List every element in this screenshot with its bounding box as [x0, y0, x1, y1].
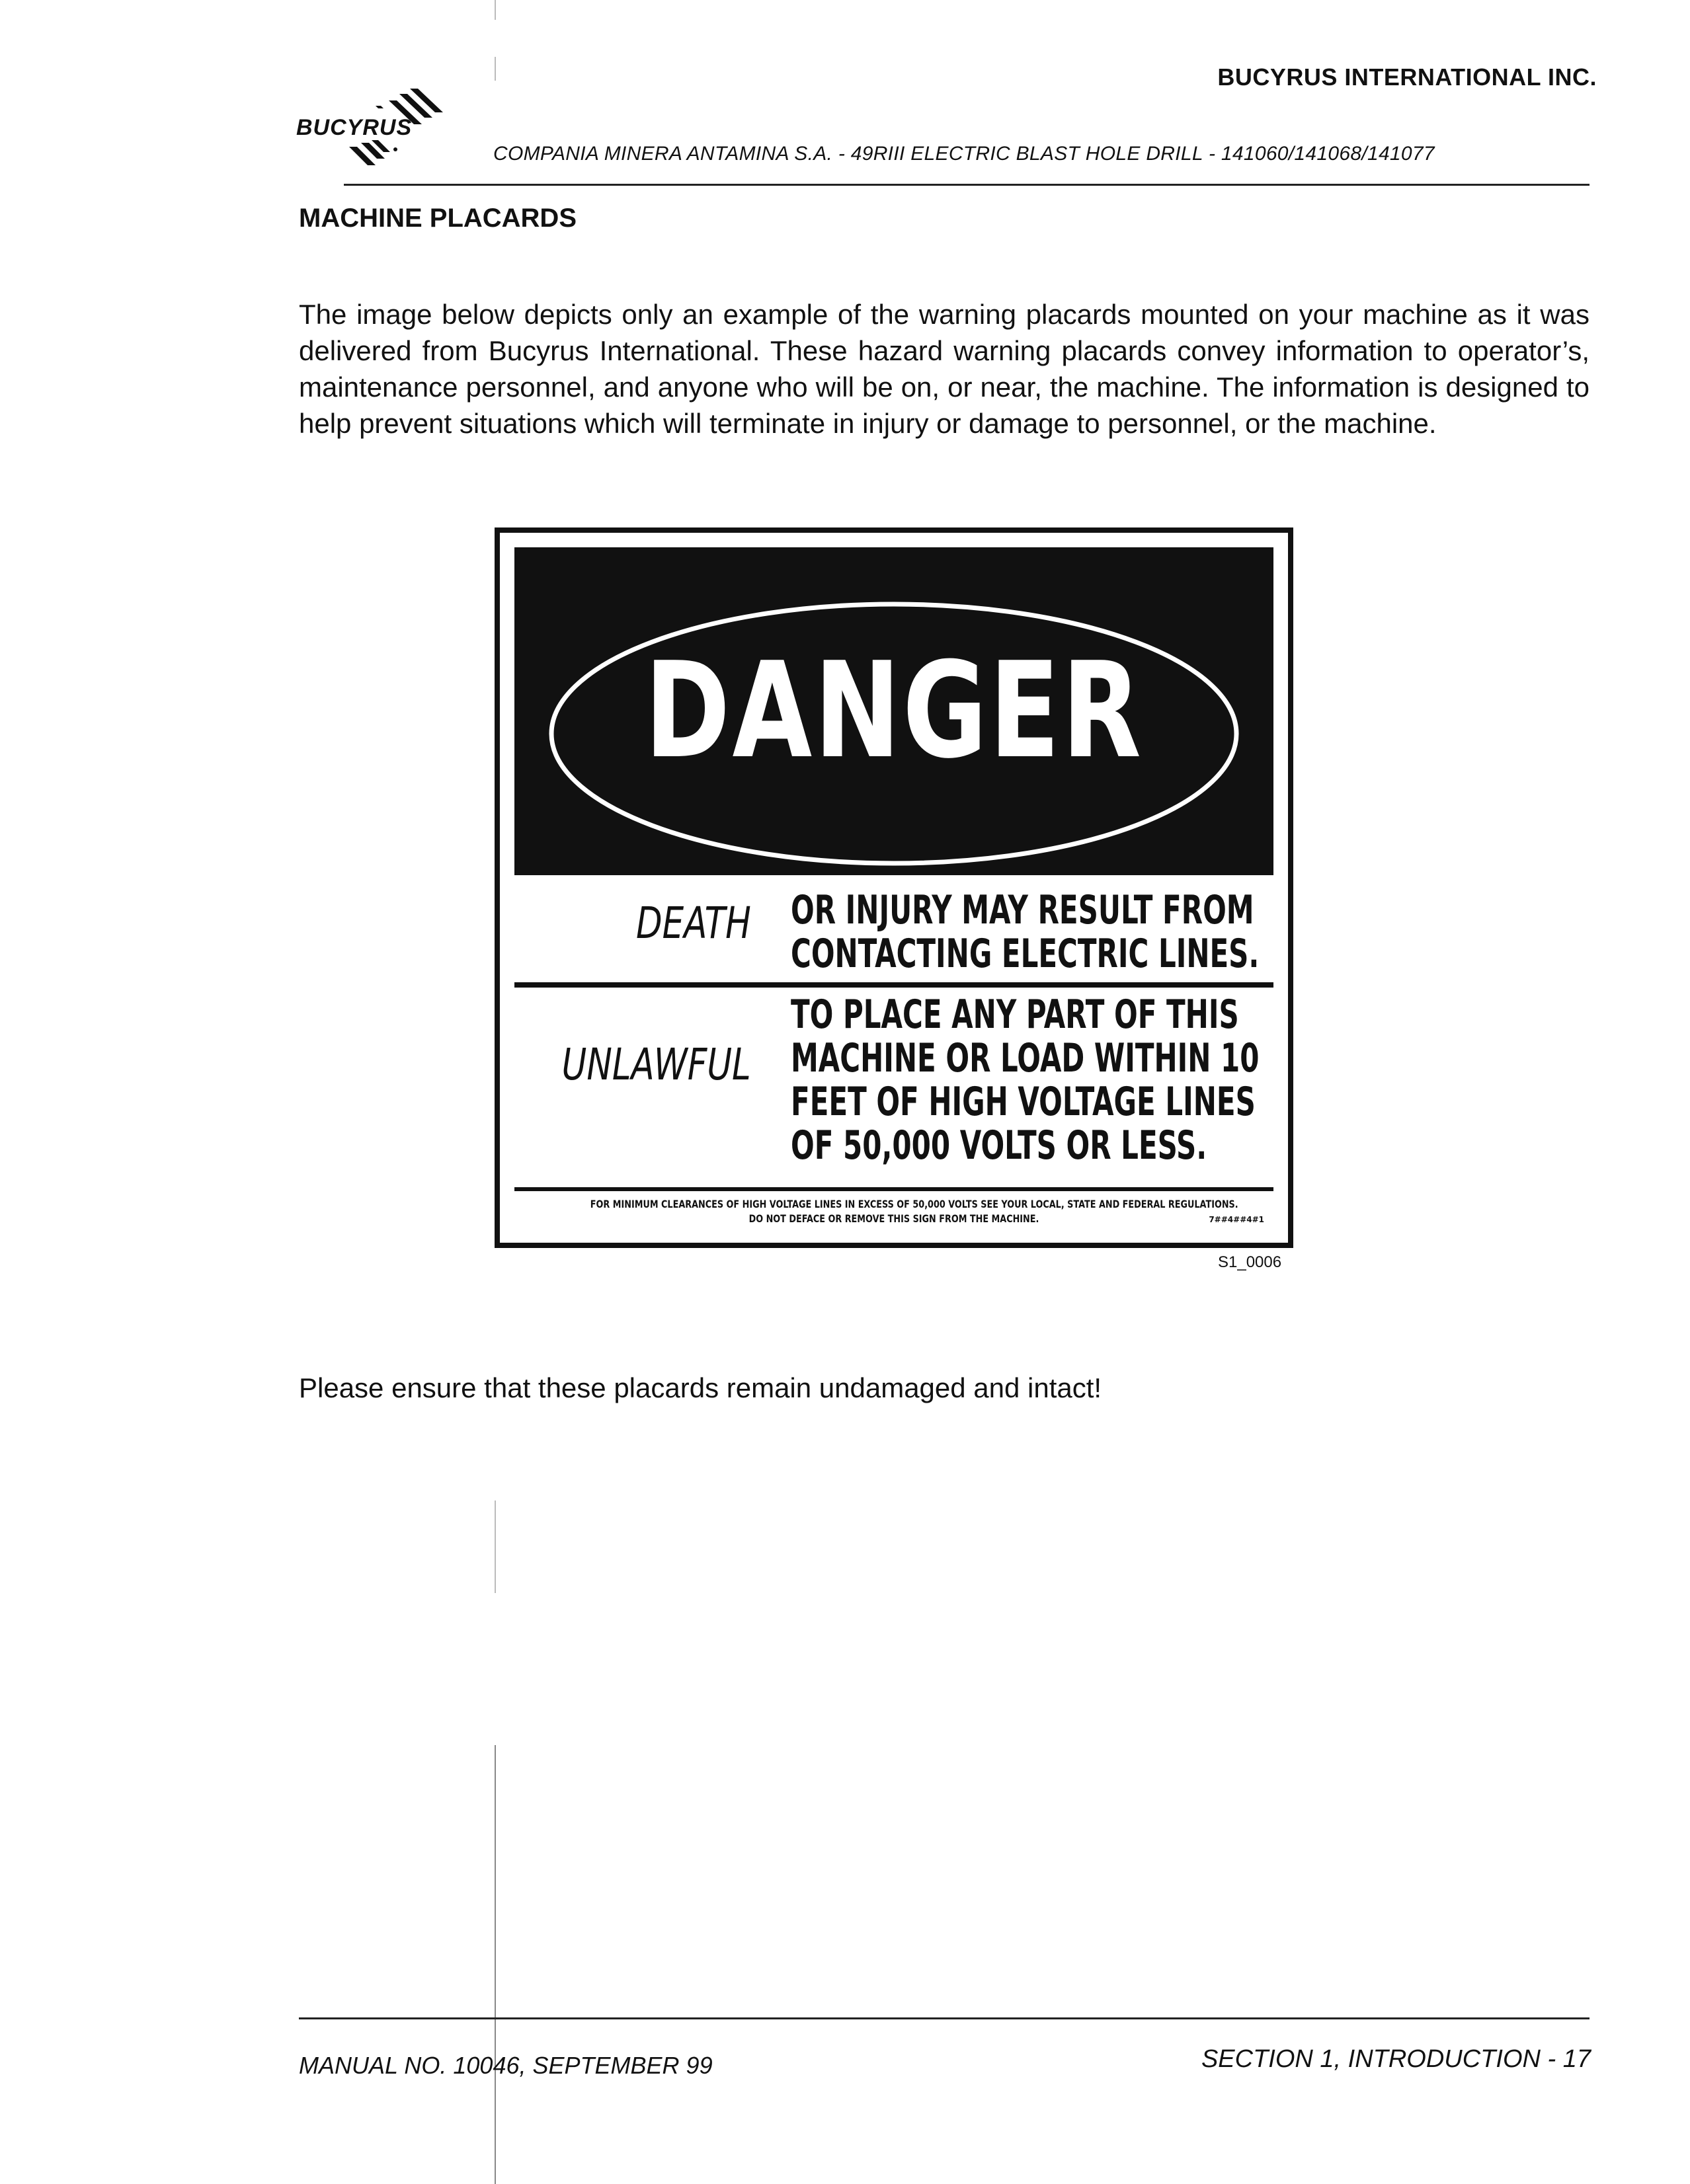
unlawful-text-line: TO PLACE ANY PART OF THIS [791, 992, 1239, 1038]
fine-print-clearances: FOR MINIMUM CLEARANCES OF HIGH VOLTAGE LINES IN EXCESS OF 50,000 VOLTS SEE YOUR LOCAL, STATE AND FEDERAL REGULATIONS. [590, 1198, 1238, 1210]
unlawful-label: UNLAWFUL [561, 1039, 751, 1090]
scan-artifact-line [495, 57, 496, 81]
section-title: MACHINE PLACARDS [299, 204, 577, 233]
danger-header-band [514, 547, 1273, 875]
unlawful-text-line: OF 50,000 VOLTS OR LESS. [791, 1122, 1207, 1169]
unlawful-text [791, 993, 1259, 1167]
document-subheading: COMPANIA MINERA ANTAMINA S.A. - 49RIII ELECTRIC BLAST HOLE DRILL - 141060/141068/141077 [493, 143, 1435, 165]
unlawful-text-line: FEET OF HIGH VOLTAGE LINES [791, 1079, 1256, 1125]
placard-divider [514, 982, 1273, 988]
death-text-line: OR INJURY MAY RESULT FROM [791, 887, 1254, 933]
figure-id: S1_0006 [1218, 1253, 1282, 1271]
manual-number: MANUAL NO. 10046, SEPTEMBER 99 [299, 2052, 713, 2079]
bucyrus-logo [296, 74, 450, 173]
placard-part-number: 7##4##4#1 [1209, 1215, 1264, 1224]
closing-note: Please ensure that these placards remain undamaged and intact! [299, 1372, 1102, 1403]
logo-wordmark: BUCYRUS [296, 115, 413, 140]
unlawful-text-line: MACHINE OR LOAD WITHIN 10 [791, 1035, 1260, 1081]
company-name: BUCYRUS INTERNATIONAL INC. [1217, 63, 1597, 91]
placard-body [514, 547, 1273, 1228]
death-text-line: CONTACTING ELECTRIC LINES. [791, 931, 1260, 977]
placard-divider [514, 1187, 1273, 1191]
section-page-number: SECTION 1, INTRODUCTION - 17 [1201, 2045, 1591, 2073]
death-text [791, 888, 1259, 976]
danger-placard-figure [495, 527, 1293, 1248]
scan-artifact-line [495, 0, 496, 20]
header-rule [344, 184, 1589, 186]
footer-rule [299, 2017, 1589, 2019]
death-label: DEATH [636, 898, 751, 949]
fine-print-do-not-deface: DO NOT DEFACE OR REMOVE THIS SIGN FROM THE MACHINE. [748, 1212, 1039, 1225]
intro-paragraph: The image below depicts only an example of the warning placards mounted on your machine as it was delivered from Bucyrus International. These hazard warning placards convey information to operator’s, maintenance personnel, and anyone who will be on, or near, the machine. The information is designed to help prevent situations which will terminate in injury or damage to personnel, or the machine. [299, 299, 1589, 439]
danger-signal-word: DANGER [644, 634, 1144, 788]
scan-artifact-line [495, 1745, 496, 2184]
scan-artifact-line [495, 1501, 496, 1593]
